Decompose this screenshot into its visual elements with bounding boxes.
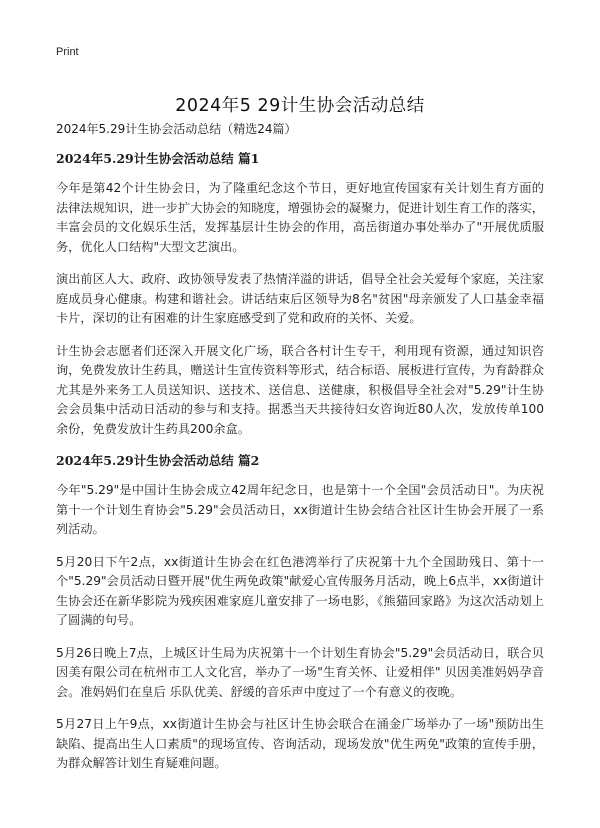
- document-title: 2024年5 29计生协会活动总结: [175, 95, 425, 116]
- paragraph: 5月27日上午9点，xx街道计生协会与社区计生协会联合在涌金广场举办了一场"预防出生缺陷、提高出生人口素质"的现场宣传、咨询活动，现场发放"优生两免"政策的宣传手册，为群众解答计划生育疑难问题。: [56, 717, 544, 770]
- paragraph: 今年"5.29"是中国计生协会成立42周年纪念日，也是第十一个全国"会员活动日"。为庆祝第十一个计划生育协会"5.29"会员活动日，xx街道计生协会结合社区计生协会开展了一系列活动。: [56, 483, 544, 536]
- section-heading: 2024年5.29计生协会活动总结 篇2: [56, 453, 260, 468]
- section-2: [56, 452, 544, 774]
- section-1: [56, 150, 544, 439]
- paragraph: 今年是第42个计生协会日，为了隆重纪念这个节日，更好地宣传国家有关计划生育方面的法律法规知识，进一步扩大协会的知晓度，增强协会的凝聚力，促进计划生育工作的落实，丰富会员的文化娱乐生活，发挥基层计生协会的作用，高岳街道办事处举办了"开展优质服务，优化人口结构"大型文艺演出。: [56, 181, 544, 254]
- paragraph: 计生协会志愿者们还深入开展文化广场，联合各村计生专干，利用现有资源，通过知识咨询，免费发放计生药具，赠送计生宣传资料等形式，结合标语、展板进行宣传，为育龄群众尤其是外来务工人员送知识、送技术、送信息、送健康，积极倡导全社会对"5.29"计生协会会员集中活动日活动的参与和支持。据悉当天共接待妇女咨询近80人次，发放传单100余份，免费发放计生药具200余盒。: [56, 343, 544, 436]
- paragraph: 5月26日晚上7点，上城区计生局为庆祝第十一个计划生育协会"5.29"会员活动日，联合贝因美有限公司在杭州市工人文化宫，举办了一场"生育关怀、让爱相伴" 贝因美准妈妈孕音会。准妈妈们在皇后 乐队优美、舒缓的音乐声中度过了一个有意义的夜晚。: [56, 645, 544, 699]
- section-heading: 2024年5.29计生协会活动总结 篇1: [56, 151, 260, 166]
- paragraph: 5月20日下午2点，xx街道计生协会在红色港湾举行了庆祝第十九个全国助残日、第十一个"5.29"会员活动日暨开展"优生两免政策"献爱心宣传服务月活动，晚上6点半，xx街道计生协会还在新华影院为残疾困难家庭儿童安排了一场电影，《熊猫回家路》为这次活动划上了圆满的句号。: [56, 554, 544, 627]
- print-label[interactable]: Print: [56, 46, 79, 58]
- paragraph: 演出前区人大、政府、政协领导发表了热情洋溢的讲话，倡导全社会关爱每个家庭，关注家庭成员身心健康。构建和谐社会。讲话结束后区领导为8名"贫困"母亲颁发了人口基金幸福卡片，深切的让有困难的计生家庭感受到了党和政府的关怀、关爱。: [56, 272, 544, 325]
- document-subtitle: 2024年5.29计生协会活动总结（精选24篇）: [56, 122, 297, 136]
- document-body: [56, 120, 544, 787]
